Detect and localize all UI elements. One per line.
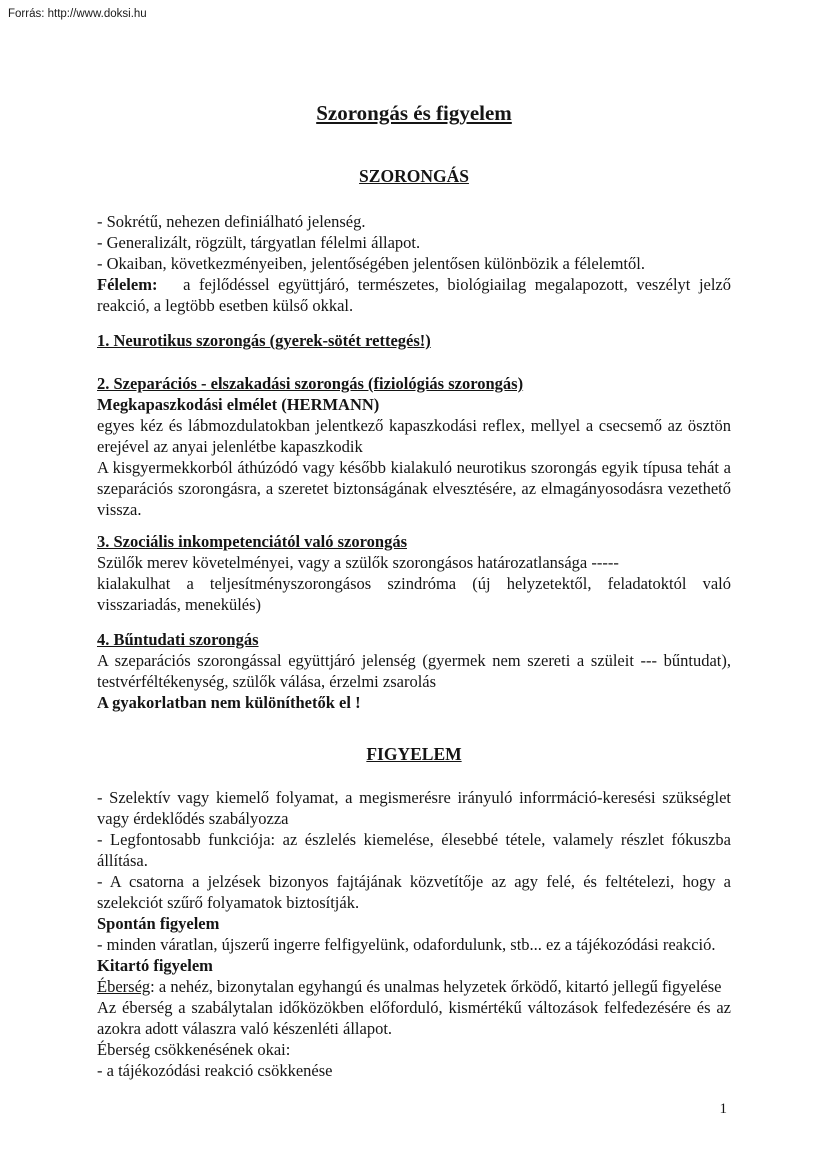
eberseg-line xyxy=(97,976,731,997)
document-content xyxy=(97,0,731,1081)
eberseg-label: Éberség xyxy=(97,977,151,996)
subsection-4-heading-text: 4. Bűntudati szorongás xyxy=(97,630,259,649)
subsection-2-paragraph-1: egyes kéz és lábmozdulatokban jelentkező kapaszkodási reflex, mellyel a csecsemő az ösztön erejével az anyai jelenlétbe kapaszkodik xyxy=(97,416,731,456)
felelem-label: Félelem: xyxy=(97,275,158,294)
document-title xyxy=(97,101,731,126)
subsection-4-bold-closing: A gyakorlatban nem különíthetők el ! xyxy=(97,693,361,712)
subsection-3-heading-text: 3. Szociális inkompetenciától való szorongás xyxy=(97,532,407,551)
spontan-heading: Spontán figyelem xyxy=(97,914,220,933)
okai-line: Éberség csökkenésének okai: xyxy=(97,1040,291,1059)
page-number: 1 xyxy=(719,1101,727,1117)
felelem-text: a fejlődéssel együttjáró, természetes, biológiailag megalapozott, veszélyt jelző reakció, a legtöbb esetben külső okkal. xyxy=(97,275,732,315)
subsection-2-heading xyxy=(97,373,731,394)
source-note: Forrás: http://www.doksi.hu xyxy=(8,8,147,20)
subsection-3-heading xyxy=(97,531,731,552)
subsection-2-paragraph-2: A kisgyermekkorból áthúzódó vagy később kialakuló neurotikus szorongás egyik típusa tehát a szeparációs szorongásra, a szeretet biztonságának elvesztésére, az elmagányosodásra vezethető vissza. xyxy=(97,458,731,519)
okai-bullet: - a tájékozódási reakció csökkenése xyxy=(97,1061,333,1080)
eberseg-rest: : a nehéz, bizonytalan egyhangú és unalmas helyzetek őrködő, kitartó jellegű figyelése xyxy=(150,977,722,996)
szorongas-bullet-1: - Sokrétű, nehezen definiálható jelenség. xyxy=(97,212,366,231)
figyelem-heading-text: FIGYELEM xyxy=(366,744,462,764)
szorongas-bullet-2: - Generalizált, rögzült, tárgyatlan félelmi állapot. xyxy=(97,233,421,252)
subsection-3-paragraph-1: Szülők merev követelményei, vagy a szülők szorongásos határozatlansága ----- xyxy=(97,553,619,572)
szorongas-heading xyxy=(97,165,731,187)
document-title-text: Szorongás és figyelem xyxy=(316,101,512,125)
subsection-4-paragraph-1: A szeparációs szorongással együttjáró jelenség (gyermek nem szereti a szüleit --- bűntudat), testvérféltékenység, szülők válása, érzelmi zsarolás xyxy=(97,651,731,691)
subsection-2-bold-line: Megkapaszkodási elmélet (HERMANN) xyxy=(97,395,380,414)
subsection-4-heading xyxy=(97,629,731,650)
figyelem-bullet-3: - A csatorna a jelzések bizonyos fajtájának közvetítője az agy felé, és feltételezi, hogy a szelekciót szűrő folyamatok biztosítják. xyxy=(97,872,731,912)
szorongas-bullet-3: - Okaiban, következményeiben, jelentőségében jelentősen különbözik a félelemtől. xyxy=(97,254,645,273)
felelem-paragraph xyxy=(97,274,731,316)
figyelem-bullet-2: - Legfontosabb funkciója: az észlelés kiemelése, élesebbé tétele, valamely részlet fókuszba állítása. xyxy=(97,830,731,870)
subsection-1-heading xyxy=(97,330,731,351)
subsection-1-heading-text: 1. Neurotikus szorongás (gyerek-sötét rettegés!) xyxy=(97,331,431,350)
spontan-line: - minden váratlan, újszerű ingerre felfigyelünk, odafordulunk, stb... ez a tájékozódási reakció. xyxy=(97,935,716,954)
kitarto-heading: Kitartó figyelem xyxy=(97,956,213,975)
figyelem-bullet-1: - Szelektív vagy kiemelő folyamat, a megismerésre irányuló inforrmáció-keresési szükséglet vagy érdeklődés szabályozza xyxy=(97,788,731,828)
subsection-2-heading-text: 2. Szeparációs - elszakadási szorongás (fiziológiás szorongás) xyxy=(97,374,524,393)
eberseg-paragraph: Az éberség a szabálytalan időközökben előforduló, kismértékű változások felfedezésére és az azokra adott válaszra való készenléti állapot. xyxy=(97,998,731,1038)
figyelem-heading xyxy=(97,743,731,765)
szorongas-heading-text: SZORONGÁS xyxy=(359,166,469,186)
subsection-3-paragraph-2: kialakulhat a teljesítményszorongásos szindróma (új helyzetektől, feladatoktól való visszariadás, menekülés) xyxy=(97,574,731,614)
